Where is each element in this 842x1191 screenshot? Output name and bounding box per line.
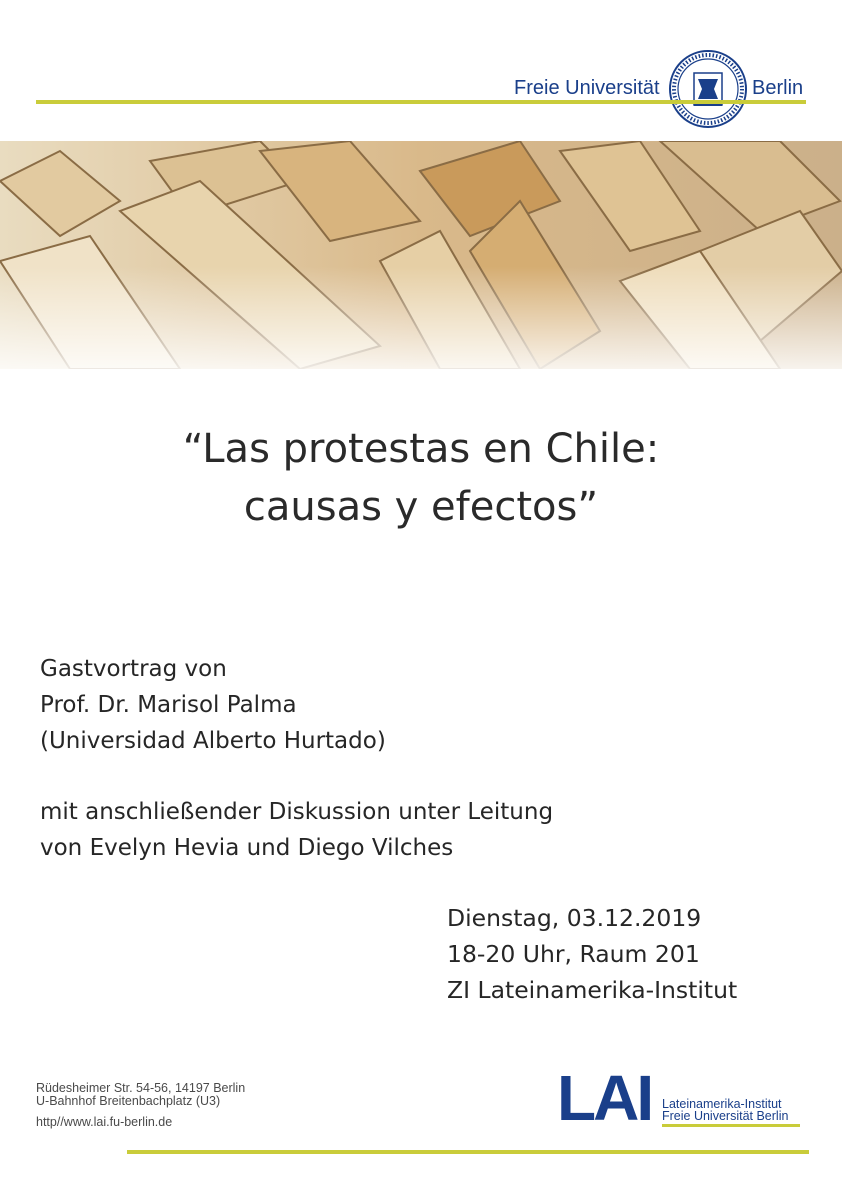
address-street: Rüdesheimer Str. 54-56, 14197 Berlin xyxy=(36,1081,246,1095)
header-divider xyxy=(36,100,806,104)
speaker-intro: Gastvortrag von xyxy=(40,656,227,682)
stone-wall-banner xyxy=(0,141,842,369)
speaker-name: Prof. Dr. Marisol Palma xyxy=(40,692,297,718)
university-city: Berlin xyxy=(752,77,804,99)
university-seal-icon xyxy=(668,49,748,129)
institute-website-link[interactable]: http//www.lai.fu-berlin.de xyxy=(36,1115,173,1129)
event-venue: ZI Lateinamerika-Institut xyxy=(447,976,738,1004)
university-name: Freie Universität xyxy=(514,77,660,99)
lecture-title-line-1: “Las protestas en Chile: xyxy=(182,426,660,472)
lecture-title-line-2: causas y efectos” xyxy=(243,484,599,530)
lai-institute-name xyxy=(662,1098,788,1122)
institute-address xyxy=(36,1082,245,1129)
event-details xyxy=(447,900,737,1008)
lai-logo-underline xyxy=(662,1124,800,1127)
event-date: Dienstag, 03.12.2019 xyxy=(447,904,702,932)
address-transit: U-Bahnhof Breitenbachplatz (U3) xyxy=(36,1094,221,1108)
speaker-affiliation: (Universidad Alberto Hurtado) xyxy=(40,728,386,754)
lai-logo: LAI xyxy=(557,1062,652,1134)
discussion-line-1: mit anschließender Diskussion unter Leitung xyxy=(40,799,554,825)
lai-institute-line-2: Freie Universität Berlin xyxy=(662,1109,789,1123)
lai-institute-line-1: Lateinamerika-Institut xyxy=(662,1097,782,1111)
event-time-room: 18-20 Uhr, Raum 201 xyxy=(447,940,700,968)
discussion-line-2: von Evelyn Hevia und Diego Vilches xyxy=(40,835,454,861)
speaker-block xyxy=(40,651,386,759)
footer-divider xyxy=(127,1150,809,1154)
discussion-block xyxy=(40,794,553,866)
lecture-title xyxy=(0,420,842,536)
